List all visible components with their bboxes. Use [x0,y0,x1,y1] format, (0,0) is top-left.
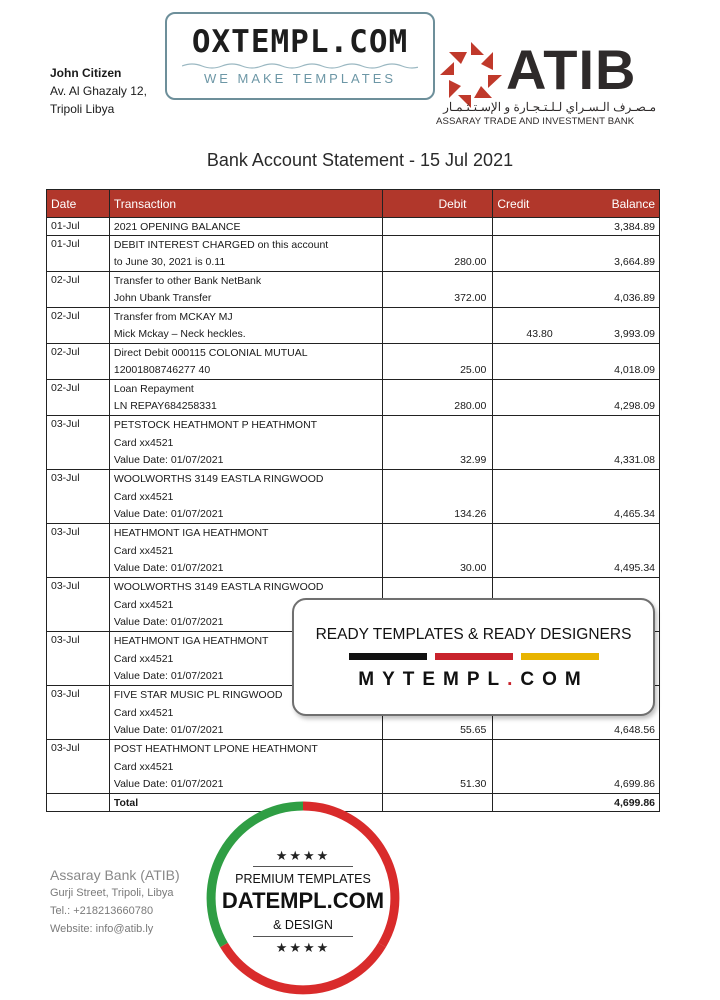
mytempl-watermark [292,598,655,716]
row-transaction-line: Card xx4521 [109,434,382,452]
table-row [47,470,660,488]
row-credit [493,470,563,488]
row-transaction-line: Direct Debit 000115 COLONIAL MUTUAL [109,344,382,362]
row-balance: 4,495.34 [563,560,660,578]
table-row [47,290,660,308]
table-row [47,506,660,524]
row-transaction-line: John Ubank Transfer [109,290,382,308]
watermark-mid-line1: READY TEMPLATES & READY DESIGNERS [315,626,632,643]
table-row [47,434,660,452]
header-debit: Debit [382,190,493,218]
row-balance: 3,664.89 [563,254,660,272]
row-balance: 4,699.86 [563,776,660,794]
row-transaction-line: Mick Mckay – Neck heckles. [109,326,382,344]
logo-brand-text: ATIB [506,38,637,101]
row-credit [493,722,563,740]
row-transaction-line: Value Date: 01/07/2021 [109,776,382,794]
table-row [47,452,660,470]
row-credit [493,560,563,578]
row-date: 03-Jul [47,632,110,686]
row-balance: 3,993.09 [563,326,660,344]
row-debit: 55.65 [382,722,493,740]
row-credit [493,758,563,776]
row-balance: 4,465.34 [563,506,660,524]
row-credit [493,308,563,326]
row-date: 03-Jul [47,524,110,578]
row-credit [493,416,563,434]
row-transaction-line: to June 30, 2021 is 0.11 [109,254,382,272]
stamp-stars-top: ★★★★ [275,848,331,863]
table-row [47,776,660,794]
row-debit: 372.00 [382,290,493,308]
row-debit [382,434,493,452]
row-credit [493,272,563,290]
table-header-row [47,190,660,218]
row-date: 02-Jul [47,272,110,308]
row-transaction-line: Card xx4521 [109,596,382,614]
row-credit [493,452,563,470]
table-row [47,326,660,344]
table-row [47,344,660,362]
row-balance [563,434,660,452]
footer-website: Website: info@atib.ly [50,923,154,935]
row-debit [382,524,493,542]
row-transaction-line: Loan Repayment [109,380,382,398]
row-transaction-line: POST HEATHMONT LPONE HEATHMONT [109,740,382,758]
row-debit [382,344,493,362]
total-balance: 4,699.86 [563,794,660,812]
table-row [47,740,660,758]
row-transaction-line: Value Date: 01/07/2021 [109,560,382,578]
logo-english-text: ASSARAY TRADE AND INVESTMENT BANK [436,116,635,127]
row-credit [493,254,563,272]
table-row [47,542,660,560]
statement-table [46,189,660,812]
row-transaction-line: Card xx4521 [109,650,382,668]
row-balance [563,308,660,326]
customer-address-block [50,64,147,118]
row-transaction-line: HEATHMONT IGA HEATHMONT [109,524,382,542]
row-balance: 4,036.89 [563,290,660,308]
row-transaction-line: WOOLWORTHS 3149 EASTLA RINGWOOD [109,470,382,488]
row-debit [382,740,493,758]
logo-arabic-text: مـصـرف الـسـراي لـلـتـجـارة و الإسـتـثـمـار [443,100,656,114]
row-debit [382,758,493,776]
row-debit: 30.00 [382,560,493,578]
watermark-mid-line2 [294,669,653,691]
row-credit [493,344,563,362]
table-row [47,380,660,398]
table-row [47,272,660,290]
row-credit [493,578,563,596]
customer-name: John Citizen [50,66,122,80]
row-credit [493,524,563,542]
row-credit [493,236,563,254]
stamp-line3: & DESIGN [273,918,333,932]
row-transaction-line: Card xx4521 [109,758,382,776]
row-balance [563,524,660,542]
customer-address-line2: Tripoli Libya [50,102,115,116]
table-row [47,416,660,434]
total-date-cell [47,794,110,812]
row-credit [493,506,563,524]
watermark-color-bars [294,653,653,660]
wave-decoration-icon [182,62,418,70]
row-credit [493,398,563,416]
row-credit [493,380,563,398]
row-credit [493,776,563,794]
row-balance: 4,018.09 [563,362,660,380]
row-debit [382,380,493,398]
row-balance [563,416,660,434]
row-credit [493,362,563,380]
stamp-rule-bottom [253,936,353,937]
footer-street: Gurji Street, Tripoli, Libya [50,887,174,899]
row-credit [493,488,563,506]
row-transaction-line: LN REPAY684258331 [109,398,382,416]
row-debit [382,578,493,596]
color-bar-yellow [521,653,599,660]
oxtempl-watermark [165,12,435,100]
row-date: 03-Jul [47,416,110,470]
row-credit [493,740,563,758]
row-balance [563,758,660,776]
row-debit [382,308,493,326]
statement-title: Bank Account Statement - 15 Jul 2021 [206,150,514,170]
row-debit: 280.00 [382,254,493,272]
row-date: 01-Jul [47,218,110,236]
row-transaction-line: WOOLWORTHS 3149 EASTLA RINGWOOD [109,578,382,596]
atib-logo [436,40,666,132]
row-debit: 32.99 [382,452,493,470]
stamp-content [205,800,401,996]
header-date: Date [47,190,110,218]
table-row [47,398,660,416]
customer-address-line1: Av. Al Ghazaly 12, [50,84,147,98]
row-transaction-line: 2021 OPENING BALANCE [109,218,382,236]
table-row [47,722,660,740]
watermark-tagline: WE MAKE TEMPLATES [203,71,397,86]
header-credit: Credit [493,190,563,218]
row-transaction-line: Card xx4521 [109,488,382,506]
row-transaction-line: Card xx4521 [109,704,382,722]
row-balance [563,380,660,398]
row-balance: 4,331.08 [563,452,660,470]
row-transaction-line: Value Date: 01/07/2021 [109,722,382,740]
header-balance: Balance [563,190,660,218]
watermark-mid-line2-prefix: MYTEMPL [358,669,508,690]
row-date: 03-Jul [47,740,110,794]
row-balance [563,470,660,488]
row-balance: 4,298.09 [563,398,660,416]
row-debit [382,236,493,254]
row-debit: 25.00 [382,362,493,380]
row-transaction-line: HEATHMONT IGA HEATHMONT [109,632,382,650]
table-row [47,218,660,236]
table-row [47,578,660,596]
row-balance [563,488,660,506]
footer-bank-name: Assaray Bank (ATIB) [50,867,180,883]
row-transaction-line: Transfer from MCKAY MJ [109,308,382,326]
row-transaction-line: Value Date: 01/07/2021 [109,614,382,632]
statement-table-body [47,218,660,812]
row-transaction-line: Value Date: 01/07/2021 [109,506,382,524]
stamp-stars-bottom: ★★★★ [275,940,331,955]
row-balance [563,344,660,362]
row-transaction-line: Card xx4521 [109,542,382,560]
row-transaction-line: DEBIT INTEREST CHARGED on this account [109,236,382,254]
watermark-mid-line2-suffix: COM [520,669,589,690]
row-date: 03-Jul [47,470,110,524]
table-row [47,524,660,542]
color-bar-red [435,653,513,660]
row-date: 01-Jul [47,236,110,272]
row-debit [382,326,493,344]
row-debit: 280.00 [382,398,493,416]
row-balance: 4,648.56 [563,722,660,740]
footer-tel: Tel.: +218213660780 [50,905,154,917]
row-credit [493,542,563,560]
row-transaction-line: 12001808746277 40 [109,362,382,380]
watermark-mid-line2-dot: . [507,669,521,690]
table-row [47,488,660,506]
row-credit [493,290,563,308]
table-row [47,758,660,776]
row-balance [563,740,660,758]
row-balance [563,578,660,596]
row-debit [382,488,493,506]
row-debit [382,272,493,290]
table-row [47,254,660,272]
row-debit: 51.30 [382,776,493,794]
row-credit [493,218,563,236]
row-balance [563,236,660,254]
row-balance [563,272,660,290]
total-credit-cell [493,794,563,812]
stamp-rule-top [253,866,353,867]
table-row [47,362,660,380]
row-transaction-line: FIVE STAR MUSIC PL RINGWOOD [109,686,382,704]
header-transaction: Transaction [109,190,382,218]
row-debit [382,218,493,236]
row-transaction-line: Transfer to other Bank NetBank [109,272,382,290]
row-credit: 43.80 [493,326,563,344]
row-debit [382,416,493,434]
row-transaction-line: Value Date: 01/07/2021 [109,668,382,686]
row-debit [382,470,493,488]
total-label: Total [109,794,382,812]
table-row [47,308,660,326]
row-balance [563,542,660,560]
row-credit [493,434,563,452]
row-transaction-line: Value Date: 01/07/2021 [109,452,382,470]
watermark-site: OXTEMPL.COM [191,24,409,60]
row-debit: 134.26 [382,506,493,524]
color-bar-black [349,653,427,660]
row-balance: 3,384.89 [563,218,660,236]
row-date: 02-Jul [47,380,110,416]
stamp-line2: DATEMPL.COM [221,888,385,913]
row-debit [382,542,493,560]
table-row [47,236,660,254]
row-date: 03-Jul [47,686,110,740]
stamp-line1: PREMIUM TEMPLATES [235,872,371,886]
bank-footer [50,866,180,938]
row-date: 02-Jul [47,344,110,380]
row-transaction-line: PETSTOCK HEATHMONT P HEATHMONT [109,416,382,434]
datempl-stamp [205,800,401,996]
table-row [47,560,660,578]
row-date: 02-Jul [47,308,110,344]
row-date: 03-Jul [47,578,110,632]
